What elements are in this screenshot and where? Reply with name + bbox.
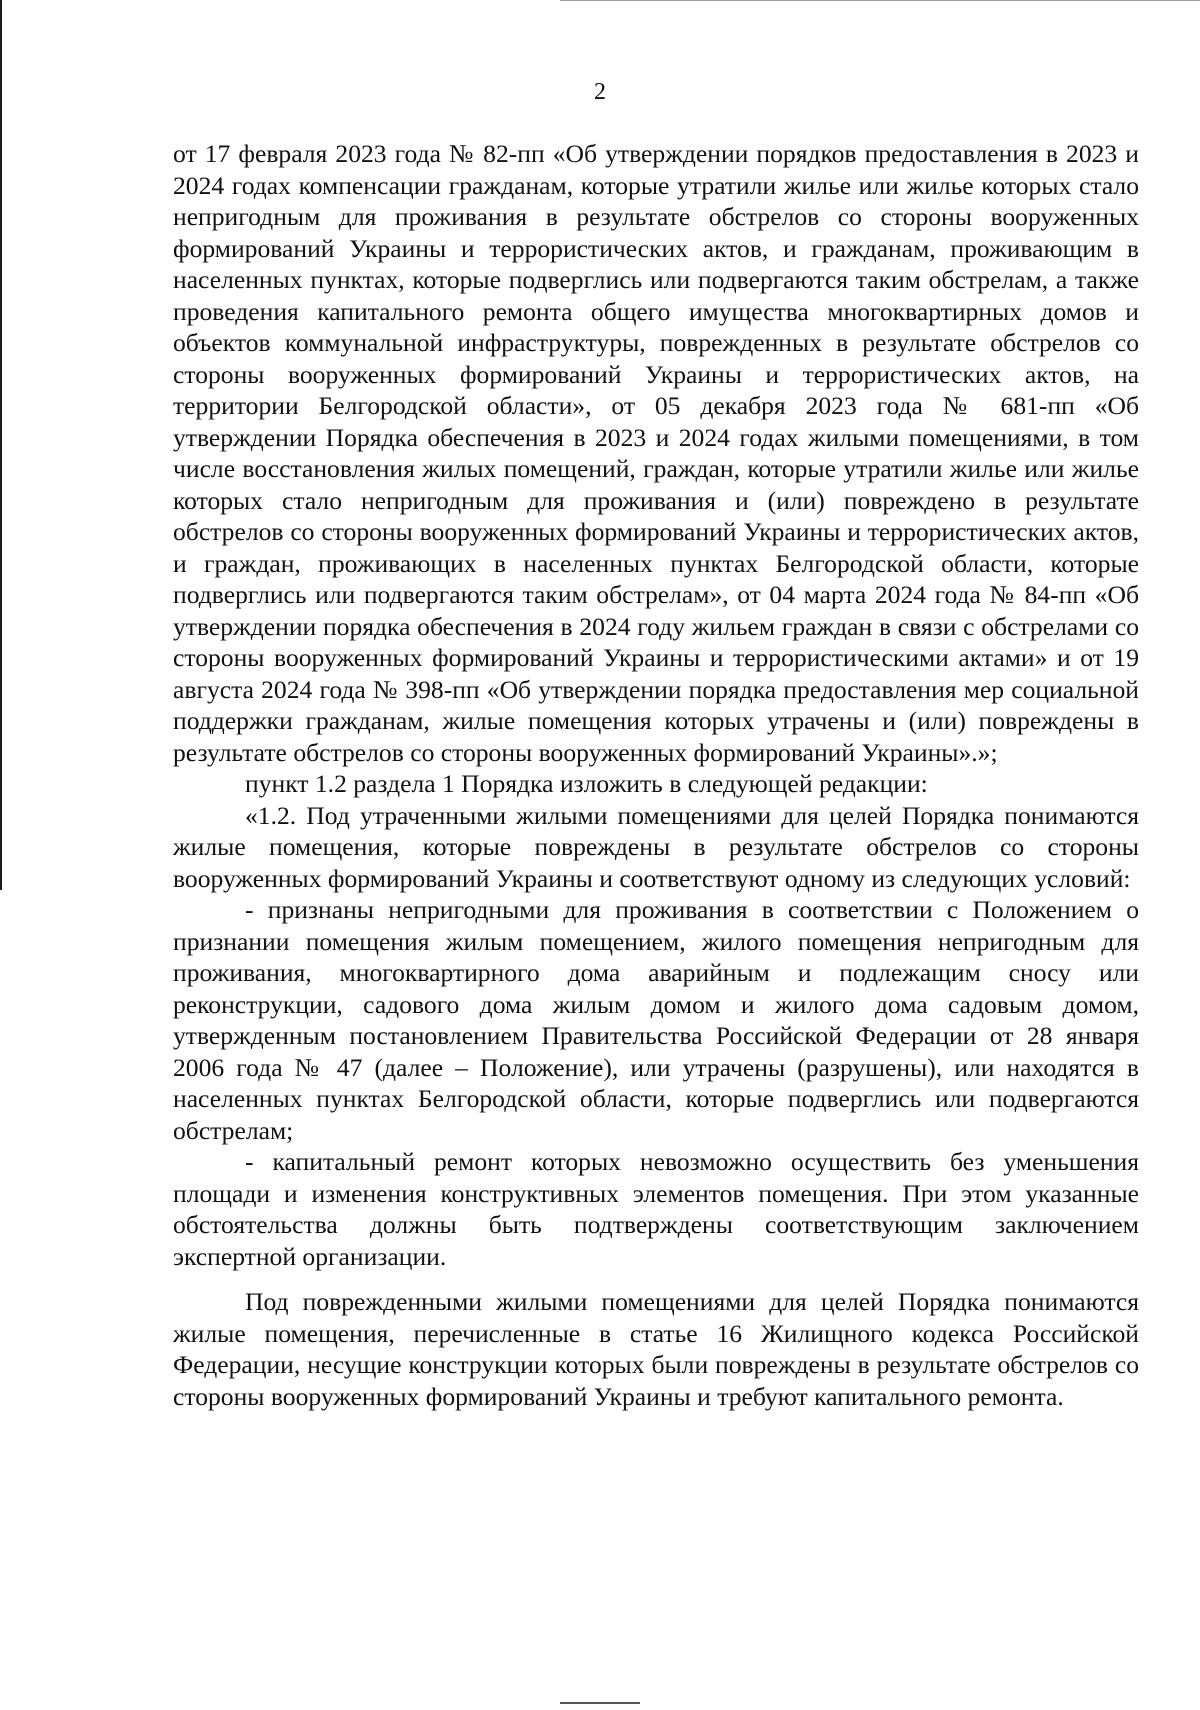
scan-edge-left <box>0 0 2 890</box>
paragraph-condition-2: - капитальный ремонт которых невозможно осуществить без уменьшения площади и изменения конструктивных элементов помещения. При этом указанные обстоятельства должны быть подтверждены соответствующим заключением экспертной организации. <box>173 1147 1139 1271</box>
paragraph-condition-1: - признаны непригодными для проживания в соответствии с Положением о признании помещения жилым помещением, жилого помещения непригодным для проживания, многоквартирного дома аварийным и подлежащим сносу или реконструкции, садового дома жилым домом и жилого дома садовым домом, утвержденным постановлением Правительства Российской Федерации от 28 января 2006 года № 47 (далее – Положение), или утрачены (разрушены), или находятся в населенных пунктах Белгородской области, которые подверглись или подвергаются обстрелам; <box>173 895 1139 1145</box>
document-body <box>173 138 1139 1412</box>
scan-edge-top <box>560 0 1200 1</box>
paragraph-amendment-instruction: пункт 1.2 раздела 1 Порядка изложить в следующей редакции: <box>245 769 928 798</box>
page-number: 2 <box>594 79 606 105</box>
paragraph-continuation: от 17 февраля 2023 года № 82-пп «Об утверждении порядков предоставления в 2023 и 2024 годах компенсации гражданам, которые утратили жилье или жилье которых стало непригодным для проживания в результате обстрелов со стороны вооруженных формирований Украины и террористических актов, и гражданам, проживающим в населенных пунктах, которые подверглись или подвергаются таким обстрелам, а также проведения капитального ремонта общего имущества многоквартирных домов и объектов коммунальной инфраструктуры, поврежденных в результате обстрелов со стороны вооруженных формирований Украины и террористических актов, на территории Белгородской области», от 05 декабря 2023 года № 681-пп «Об утверждении Порядка обеспечения в 2023 и 2024 годах жилыми помещениями, в том числе восстановления жилых помещений, граждан, которые утратили жилье или жилье которых стало непригодным для проживания и (или) повреждено в результате обстрелов со стороны вооруженных формирований Украины и террористических актов, и граждан, проживающих в населенных пунктах Белгородской области, которые подверглись или подвергаются таким обстрелам», от 04 марта 2024 года № 84-пп «Об утверждении порядка обеспечения в 2024 году жильем граждан в связи с обстрелами со стороны вооруженных формирований Украины и террористическими актами» и от 19 августа 2024 года № 398-пп «Об утверждении порядка предоставления мер социальной поддержки гражданам, жилые помещения которых утрачены и (или) повреждены в результате обстрелов со стороны вооруженных формирований Украины».»; <box>173 139 1139 767</box>
paragraph-clause-1-2: «1.2. Под утраченными жилыми помещениями для целей Порядка понимаются жилые помещения, которые повреждены в результате обстрелов со стороны вооруженных формирований Украины и соответствуют одному из следующих условий: <box>173 800 1139 893</box>
paragraph-damaged-definition: Под поврежденными жилыми помещениями для целей Порядка понимаются жилые помещения, перечисленные в статье 16 Жилищного кодекса Российской Федерации, несущие конструкции которых были повреждены в результате обстрелов со стороны вооруженных формирований Украины и требуют капитального ремонта. <box>173 1287 1139 1411</box>
scan-mark-bottom <box>560 1702 640 1704</box>
